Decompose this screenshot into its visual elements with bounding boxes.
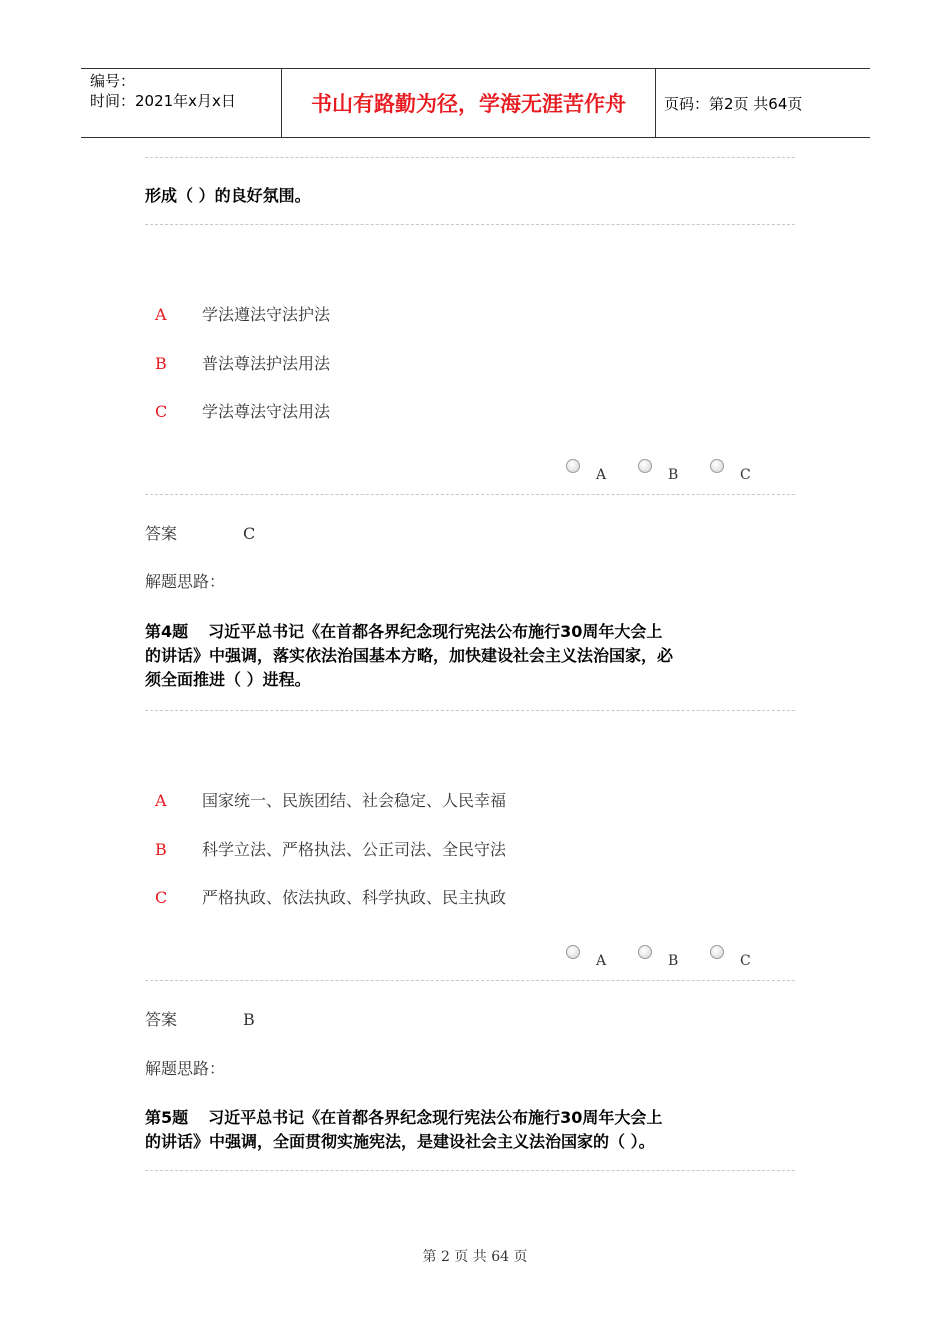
question-5 [145, 1106, 662, 1154]
answer-label: 答案 [145, 1010, 178, 1029]
option-letter: B [155, 354, 167, 373]
divider [145, 1170, 795, 1171]
q4-option-b [155, 837, 506, 860]
question-number: 第4题 [145, 622, 189, 641]
divider [145, 980, 795, 981]
q3-option-c [155, 399, 330, 422]
q4-option-a [155, 788, 506, 811]
option-letter: C [155, 402, 168, 421]
radio-circle-icon[interactable] [638, 945, 652, 959]
radio-circle-icon[interactable] [638, 459, 652, 473]
radio-circle-icon[interactable] [710, 459, 724, 473]
answer-value: B [243, 1010, 255, 1029]
option-letter: A [155, 791, 167, 810]
divider [145, 157, 795, 158]
q3-option-b [155, 351, 330, 374]
question-text-line1: 习近平总书记《在首都各界纪念现行宪法公布施行30周年大会上 [208, 1108, 663, 1127]
header-meta [90, 71, 236, 111]
header-motto: 书山有路勤为径，学海无涯苦作舟 [311, 91, 626, 116]
question-number: 第5题 [145, 1108, 189, 1127]
question-4 [145, 620, 673, 692]
divider [145, 224, 795, 225]
option-text: 国家统一、民族团结、社会稳定、人民幸福 [202, 791, 507, 810]
option-letter: A [155, 305, 167, 324]
question-3-tail: 形成（ ）的良好氛围。 [145, 186, 311, 205]
option-letter: B [155, 840, 167, 859]
header-divider [655, 69, 656, 137]
answer-value: C [243, 524, 256, 543]
radio-label: B [668, 953, 679, 969]
time-label: 时间：2021年x月x日 [90, 92, 236, 110]
question-text-line2: 的讲话》中强调，落实依法治国基本方略，加快建设社会主义法治国家，必 [145, 646, 674, 665]
document-header [81, 68, 870, 138]
radio-label: C [740, 953, 751, 969]
radio-label: A [596, 953, 607, 969]
radio-circle-icon[interactable] [710, 945, 724, 959]
header-page-info: 页码：第2页 共64页 [664, 94, 803, 113]
q4-option-c [155, 885, 506, 908]
option-text: 学法尊法守法用法 [202, 402, 331, 421]
option-text: 学法遵法守法护法 [202, 305, 331, 324]
question-text-line2: 的讲话》中强调，全面贯彻实施宪法，是建设社会主义法治国家的（ ）。 [145, 1132, 655, 1151]
q4-analysis-label: 解题思路： [145, 1059, 226, 1078]
q3-analysis-label: 解题思路： [145, 572, 226, 591]
radio-label: B [668, 467, 679, 483]
radio-label: A [596, 467, 607, 483]
radio-circle-icon[interactable] [566, 459, 580, 473]
divider [145, 710, 795, 711]
question-text-line1: 习近平总书记《在首都各界纪念现行宪法公布施行30周年大会上 [208, 622, 663, 641]
option-text: 严格执政、依法执政、科学执政、民主执政 [202, 888, 507, 907]
option-text: 普法尊法护法用法 [202, 354, 331, 373]
answer-label: 答案 [145, 524, 178, 543]
radio-label: C [740, 467, 751, 483]
q4-answer [145, 1008, 255, 1032]
question-text-line3: 须全面推进（ ）进程。 [145, 670, 311, 689]
q3-answer [145, 522, 255, 546]
option-text: 科学立法、严格执法、公正司法、全民守法 [202, 840, 507, 859]
radio-circle-icon[interactable] [566, 945, 580, 959]
divider [145, 494, 795, 495]
q3-option-a [155, 302, 330, 325]
page-footer: 第 2 页 共 64 页 [422, 1249, 528, 1265]
number-label: 编号： [90, 72, 136, 90]
option-letter: C [155, 888, 168, 907]
